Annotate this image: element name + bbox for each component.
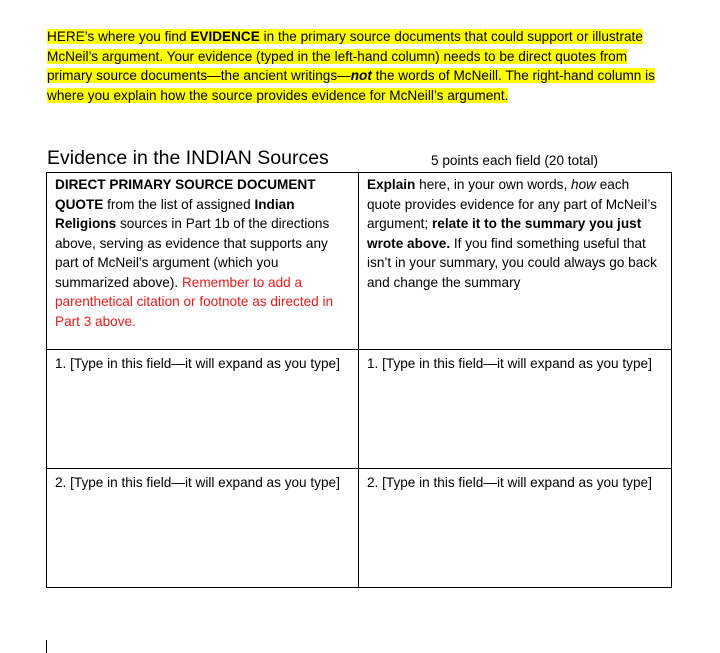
right-header-text-1: here, in your own words, <box>415 177 572 192</box>
evidence-table <box>46 172 672 588</box>
intro-text-1: HERE’s where you find <box>47 29 191 44</box>
page-margin-line <box>46 640 47 653</box>
left-header-cell <box>47 173 359 350</box>
right-header-text-2: each quote provides evidence for any part of McNeil’s argument; <box>367 177 657 231</box>
left-header-text-2: sources in Part 1b of the directions above, serving as evidence that supports any part of McNeil’s argument (which you summarized above). <box>55 216 330 290</box>
citation-reminder: Remember to add a parenthetical citation or footnote as directed in Part 3 above. <box>55 274 334 329</box>
explanation-field-1[interactable]: 1. [Type in this field—it will expand as you type] <box>359 350 672 469</box>
intro-not-word: not <box>350 68 372 84</box>
right-header-text-3: If you find something useful that isn’t in your summary, you could always go back and change the summary <box>367 235 657 290</box>
explanation-field-2[interactable]: 2. [Type in this field—it will expand as you type] <box>359 469 672 588</box>
table-header-row <box>47 173 672 350</box>
intro-paragraph <box>47 27 669 105</box>
intro-highlight <box>47 29 655 103</box>
right-header-bold-2: relate it to the summary you just wrote above. <box>367 216 642 251</box>
intro-text-2: in the primary source documents that could support or illustrate McNeil’s argument. Your evidence (typed in the left-hand column) needs to be direct quotes from primary source documents—the ancient writings— <box>47 29 643 84</box>
evidence-quote-field-1[interactable]: 1. [Type in this field—it will expand as you type] <box>47 350 359 469</box>
right-header-cell <box>359 173 672 350</box>
table-row <box>47 469 672 588</box>
points-note: 5 points each field (20 total) <box>431 153 599 168</box>
section-heading: Evidence in the INDIAN Sources <box>47 147 329 169</box>
intro-evidence-word: EVIDENCE <box>190 29 260 44</box>
evidence-quote-field-2[interactable]: 2. [Type in this field—it will expand as you type] <box>47 469 359 588</box>
left-header-bold-1: DIRECT PRIMARY SOURCE DOCUMENT QUOTE <box>55 177 316 212</box>
right-header-bold-1: Explain <box>367 177 416 192</box>
table-row <box>47 350 672 469</box>
right-header-italic: how <box>571 177 596 192</box>
left-header-text-1: from the list of assigned <box>103 196 255 212</box>
left-header-bold-2: Indian Religions <box>55 196 295 231</box>
intro-text-3: the words of McNeill. The right-hand column is where you explain how the source provides evidence for McNeill’s argument. <box>47 68 655 103</box>
